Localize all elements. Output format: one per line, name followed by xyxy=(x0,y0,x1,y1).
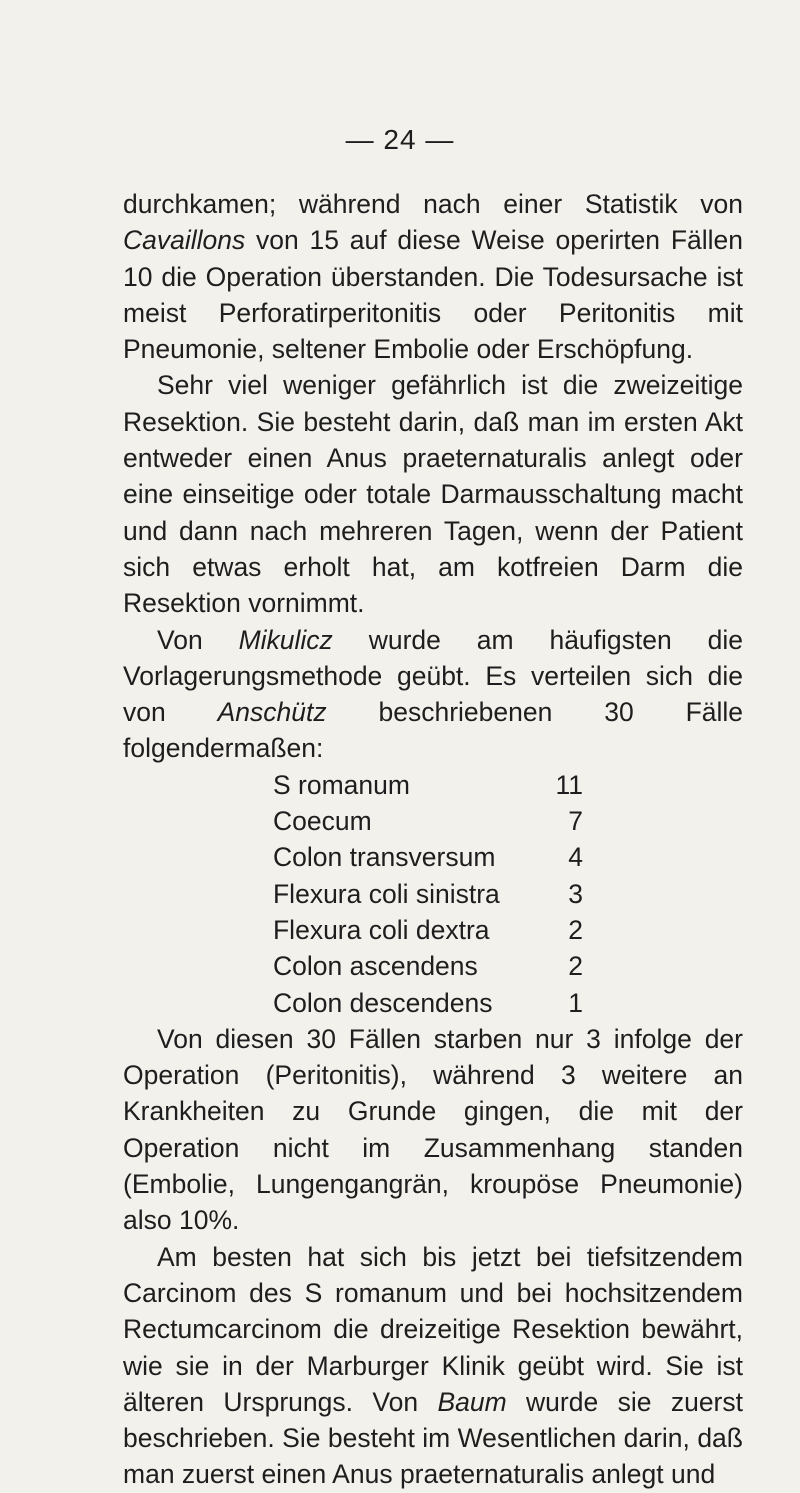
row-value: 11 xyxy=(555,769,583,800)
paragraph-3 xyxy=(123,622,743,767)
row-value: 7 xyxy=(568,806,583,837)
text-segment: wurde am häufigsten die Vorlagerungsmethode geübt. Es verteilen sich die von xyxy=(123,624,743,728)
text-segment: Von xyxy=(157,624,239,655)
row-label: Colon descendens xyxy=(273,987,493,1018)
text-segment: wurde sie zuerst beschrieben. Sie besteht im Wesentlichen darin, daß man zuerst einen Anus praeternaturalis anlegt und xyxy=(123,1386,743,1490)
row-label: Colon ascendens xyxy=(273,951,478,982)
paragraph-1 xyxy=(123,186,743,367)
row-value: 2 xyxy=(568,951,583,982)
text-segment: beschriebenen 30 Fälle folgendermaßen: xyxy=(123,697,744,764)
text-segment: durchkamen; während nach einer Statistik von xyxy=(123,189,743,219)
row-value: 1 xyxy=(568,987,583,1018)
text-segment: Von diesen 30 Fällen starben nur 3 infolge der Operation (Peritonitis), während 3 weitere an Krankheiten zu Grunde gingen, die mit der Operation nicht im Zusammenhang standen (Embolie, Lungengangrän, kroupöse Pneumonie) also 10%. xyxy=(123,1023,743,1236)
text-segment: von 15 auf diese Weise operirten Fällen 10 die Operation überstanden. Die Todesursache ist meist Perforatirperitonitis oder Peritonitis mit Pneumonie, seltener Embolie oder Erschöpfung. xyxy=(123,225,743,365)
row-value: 3 xyxy=(568,878,583,909)
case-distribution-table xyxy=(273,767,583,1021)
row-label: Coecum xyxy=(273,806,372,837)
body-text xyxy=(123,186,743,1493)
author-name-baum: Baum xyxy=(437,1386,507,1417)
row-label: Colon transversum xyxy=(273,842,496,873)
paragraph-4 xyxy=(123,1021,743,1239)
author-name-anschuetz: Anschütz xyxy=(217,697,327,728)
text-segment: Am besten hat sich bis jetzt bei tiefsitzendem Carcinom des S romanum und bei hochsitzendem Rectumcarcinom die dreizeitige Resektion bewährt, wie sie in der Marburger Klinik geübt wird. Sie ist älteren Ursprungs. Von xyxy=(123,1241,743,1417)
author-name-cavaillons: Cavaillons xyxy=(123,225,246,256)
paragraph-5 xyxy=(123,1239,743,1493)
row-value: 2 xyxy=(568,914,583,945)
table-row xyxy=(273,912,583,948)
row-value: 4 xyxy=(568,842,583,873)
table-row xyxy=(273,876,583,912)
page-number: — 24 — xyxy=(345,124,455,155)
text-segment: Sehr viel weniger gefährlich ist die zweizeitige Resektion. Sie besteht darin, daß man im ersten Akt entweder einen Anus praeternaturalis anlegt oder eine einseitige oder totale Darmausschaltung macht und dann nach mehreren Tagen, wenn der Patient sich etwas erholt hat, am kotfreien Darm die Resektion vornimmt. xyxy=(123,370,743,619)
table-row xyxy=(273,839,583,875)
table-row xyxy=(273,948,583,984)
paragraph-2 xyxy=(123,367,743,621)
table-row xyxy=(273,767,583,803)
table-row xyxy=(273,985,583,1021)
row-label: Flexura coli dextra xyxy=(273,914,490,945)
author-name-mikulicz: Mikulicz xyxy=(238,624,333,655)
row-label: S romanum xyxy=(273,769,410,800)
row-label: Flexura coli sinistra xyxy=(273,878,500,909)
table-row xyxy=(273,803,583,839)
